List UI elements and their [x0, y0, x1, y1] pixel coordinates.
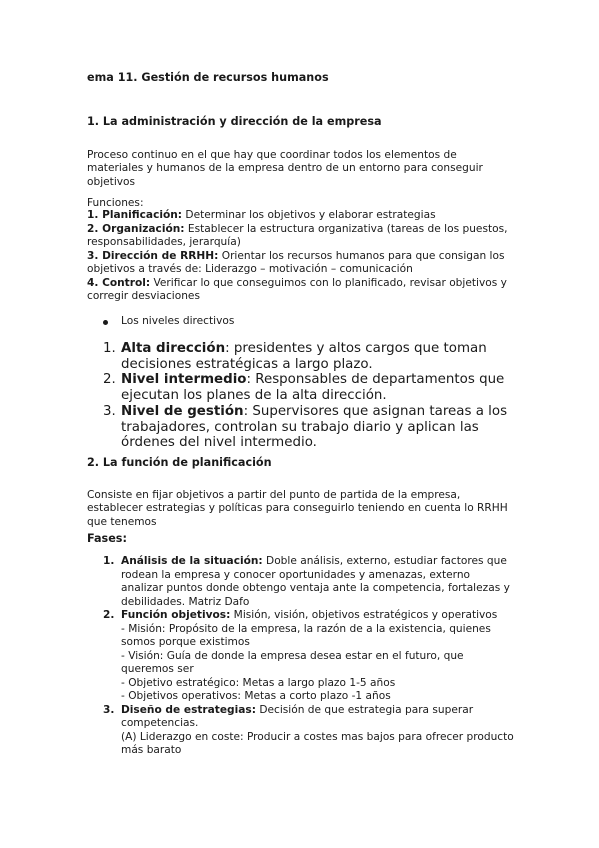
funcion-text: Determinar los objetivos y elaborar estrategias — [182, 209, 436, 221]
funcion-text: Orientar los recursos humanos para que consigan los objetivos a través de: Liderazgo – motivación – comunicación — [87, 249, 505, 275]
fase-item — [103, 609, 514, 704]
fase-number: 3. — [103, 703, 115, 716]
nivel-item — [103, 341, 514, 372]
nivel-text: : presidentes y altos cargos que toman decisiones estratégicas a largo plazo. — [121, 341, 487, 372]
fase-number: 2. — [103, 609, 115, 621]
section-2-heading: 2. La función de planificación — [87, 456, 272, 469]
niveles-list — [103, 341, 514, 451]
fase-item — [103, 704, 514, 758]
niveles-bullet-text: Los niveles directivos — [121, 315, 235, 327]
fase-line: - Visión: Guía de donde la empresa desea estar en el futuro, que queremos ser — [121, 649, 464, 675]
funcion-label: 3. Dirección de RRHH: — [87, 249, 219, 262]
section-1-definition: Proceso continuo en el que hay que coordinar todos los elementos de materiales y humanos de la empresa dentro de un entorno para conseguir objetivos — [87, 148, 483, 188]
fase-line: (A) Liderazgo en coste: Producir a costes mas bajos para ofrecer producto más barato — [121, 730, 514, 756]
bullet-dot-icon — [103, 320, 108, 325]
section-1-heading: 1. La administración y dirección de la empresa — [87, 115, 382, 128]
nivel-item — [103, 404, 514, 451]
fase-label: Función objetivos: — [121, 609, 231, 621]
funcion-label: 4. Control: — [87, 276, 151, 289]
funcion-item — [87, 250, 514, 277]
funcion-label: 1. Planificación: — [87, 209, 183, 221]
fase-label: Diseño de estrategias: — [121, 703, 256, 716]
funcion-text: Establecer la estructura organizativa (tareas de los puestos, responsabilidades, jerarquía) — [87, 222, 508, 248]
fase-label: Análisis de la situación: — [121, 555, 263, 567]
nivel-label: Nivel de gestión — [121, 403, 244, 419]
fase-item — [103, 555, 514, 609]
funciones-list — [87, 209, 514, 304]
fases-label: Fases: — [87, 532, 127, 545]
funcion-item — [87, 223, 514, 250]
nivel-text: : Responsables de departamentos que ejecutan los planes de la alta dirección. — [121, 372, 505, 404]
fase-line: - Objetivos operativos: Metas a corto plazo -1 años — [121, 690, 391, 702]
fases-list — [103, 555, 514, 758]
funcion-text: Verificar lo que conseguimos con lo planificado, revisar objetivos y corregir desviaciones — [87, 276, 507, 302]
funcion-label: 2. Organización: — [87, 222, 185, 235]
nivel-number: 2. — [103, 372, 116, 388]
nivel-label: Alta dirección — [121, 341, 226, 356]
document-title: ema 11. Gestión de recursos humanos — [87, 71, 329, 84]
nivel-number: 1. — [103, 341, 116, 356]
nivel-item — [103, 372, 514, 403]
nivel-number: 3. — [103, 403, 116, 419]
nivel-label: Nivel intermedio — [121, 372, 247, 388]
fase-line: - Misión: Propósito de la empresa, la razón de a la existencia, quienes somos porque existimos — [121, 622, 491, 648]
fase-line: - Objetivo estratégico: Metas a largo plazo 1-5 años — [121, 676, 396, 689]
nivel-text: : Supervisores que asignan tareas a los trabajadores, controlan su trabajo diario y aplican las órdenes del nivel intermedio. — [121, 403, 508, 451]
funciones-label: Funciones: — [87, 196, 144, 209]
fase-number: 1. — [103, 555, 115, 567]
section-2-definition: Consiste en fijar objetivos a partir del punto de partida de la empresa, establecer estrategias y políticas para conseguirlo teniendo en cuenta lo RRHH que tenemos — [87, 488, 508, 528]
funcion-item — [87, 209, 514, 223]
fase-text: Decisión de que estrategia para superar competencias. — [121, 703, 474, 729]
funcion-item — [87, 277, 514, 304]
fase-text: Doble análisis, externo, estudiar factores que rodean la empresa y conocer oportunidades y amenazas, externo analizar puntos donde obtengo ventaja ante la competencia, fortalezas y debilidades. Matriz Dafo — [121, 555, 510, 608]
fase-text: Misión, visión, objetivos estratégicos y operativos — [230, 609, 498, 621]
